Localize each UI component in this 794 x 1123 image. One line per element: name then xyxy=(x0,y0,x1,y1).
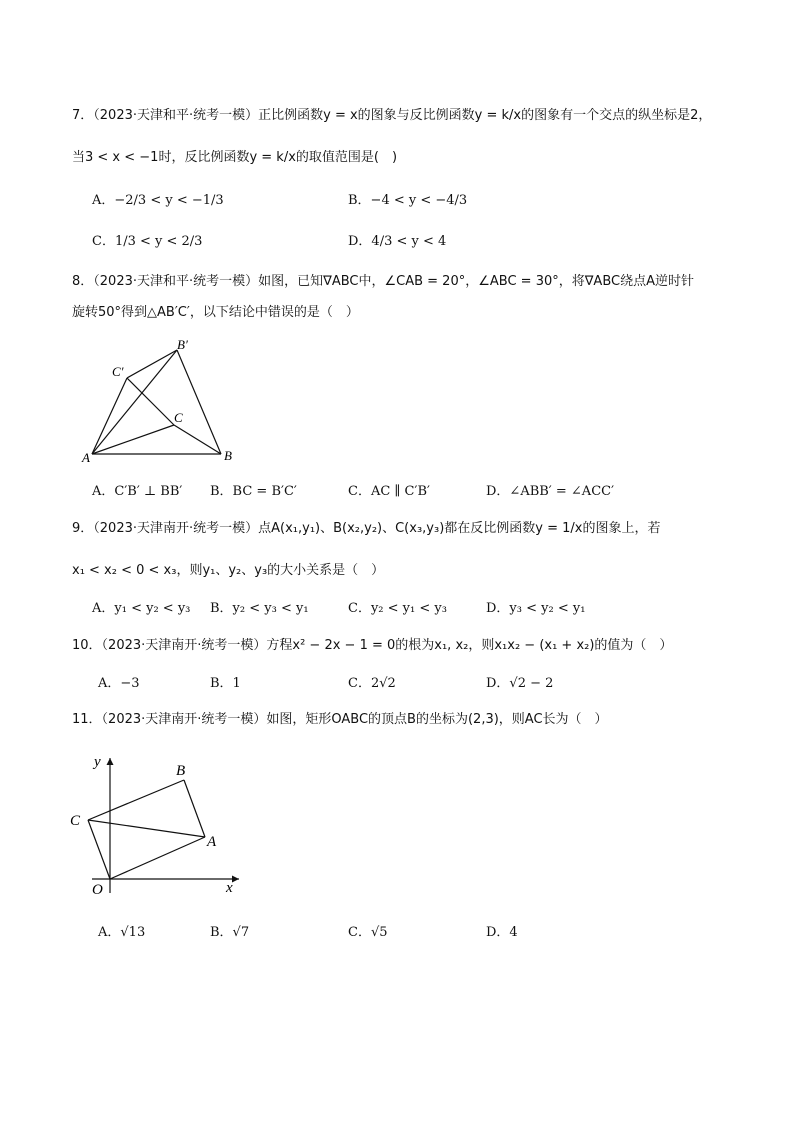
q8-option-a: A．C′B′ ⊥ BB′ xyxy=(92,484,183,499)
label-y: y xyxy=(94,754,101,770)
q8-stem-line1: 8．（2023·天津和平·统考一模）如图，已知∇ABC中，∠CAB = 20°，∠ABC = 30°，将∇ABC绕点A逆时针 xyxy=(72,274,694,289)
segment-AC xyxy=(88,820,205,837)
segment-BC xyxy=(88,780,184,820)
label-Cp: C′ xyxy=(112,364,124,379)
q9-option-b: B．y₂ < y₃ < y₁ xyxy=(210,601,309,616)
label-C: C xyxy=(70,813,81,829)
q7-option-a: A．−2/3 < y < −1/3 xyxy=(92,193,224,208)
label-O: O xyxy=(92,882,103,898)
q10-stem-line1: 10．（2023·天津南开·统考一模）方程x² − 2x − 1 = 0的根为x₁, x₂，则x₁x₂ − (x₁ + x₂)的值为（ ） xyxy=(72,638,673,653)
segment-ACp xyxy=(92,378,127,454)
segment-CCp xyxy=(127,378,174,425)
q7-stem-line2: 当3 < x < −1时，反比例函数y = k/x的取值范围是( ) xyxy=(72,150,398,165)
q8-option-c: C．AC ∥ C′B′ xyxy=(348,484,430,499)
q9-option-a: A．y₁ < y₂ < y₃ xyxy=(92,601,191,616)
q11-option-c: C．√5 xyxy=(348,925,388,940)
label-B: B xyxy=(224,448,232,463)
q7-option-c: C．1/3 < y < 2/3 xyxy=(92,234,203,249)
q11-stem-line1: 11．（2023·天津南开·统考一模）如图，矩形OABC的顶点B的坐标为(2,3)，则AC长为（ ） xyxy=(72,712,608,727)
segment-CpBp xyxy=(127,350,177,378)
q7-option-d: D．4/3 < y < 4 xyxy=(348,234,447,249)
q11-option-d: D．4 xyxy=(486,925,518,940)
segment-BBp xyxy=(177,350,221,454)
segment-CO xyxy=(88,820,110,879)
q10-option-b: B．1 xyxy=(210,676,241,691)
q8-stem-line2: 旋转50°得到△AB′C′，以下结论中错误的是（ ） xyxy=(72,305,359,320)
q7-option-b: B．−4 < y < −4/3 xyxy=(348,193,468,208)
q9-stem-line1: 9．（2023·天津南开·统考一模）点A(x₁,y₁)、B(x₂,y₂)、C(x₃,y₃)都在反比例函数y = 1/x的图象上，若 xyxy=(72,521,661,536)
label-B: B xyxy=(176,763,186,779)
q9-option-d: D．y₃ < y₂ < y₁ xyxy=(486,601,586,616)
q10-option-a: A．−3 xyxy=(98,676,140,691)
q7-stem-line1: 7．（2023·天津和平·统考一模）正比例函数y = x的图象与反比例函数y = k/x的图象有一个交点的纵坐标是2， xyxy=(72,108,712,123)
q8-option-d: D．∠ABB′ = ∠ACC′ xyxy=(486,484,615,499)
q9-option-c: C．y₂ < y₁ < y₃ xyxy=(348,601,447,616)
q9-stem-line2: x₁ < x₂ < 0 < x₃，则y₁、y₂、y₃的大小关系是（ ） xyxy=(72,563,385,578)
label-C: C xyxy=(174,410,183,425)
segment-OA xyxy=(110,837,205,879)
label-x: x xyxy=(226,880,233,896)
label-A: A xyxy=(207,834,217,850)
segment-CB xyxy=(174,425,221,454)
q11-option-a: A．√13 xyxy=(98,925,146,940)
q11-rectangle-figure xyxy=(68,748,248,898)
label-Bp: B′ xyxy=(177,337,188,352)
q8-option-b: B．BC = B′C′ xyxy=(210,484,297,499)
label-A: A xyxy=(82,450,90,465)
q8-triangle-figure xyxy=(80,335,250,470)
q10-option-d: D．√2 − 2 xyxy=(486,676,554,691)
q11-option-b: B．√7 xyxy=(210,925,250,940)
segment-AB xyxy=(184,780,205,837)
q10-option-c: C．2√2 xyxy=(348,676,396,691)
